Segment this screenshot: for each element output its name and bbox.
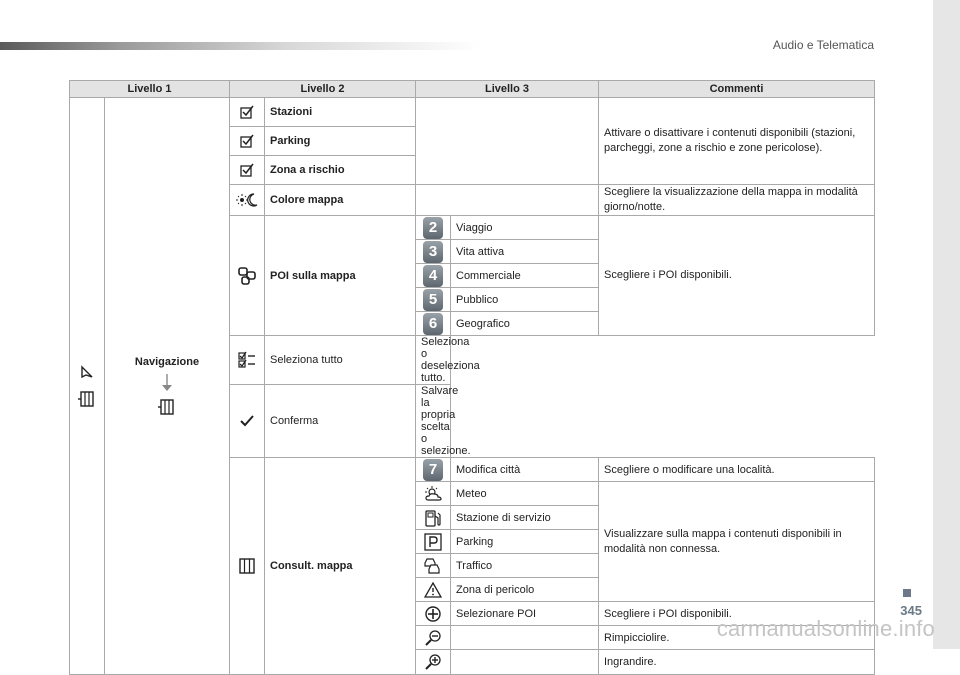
page-number: 345 [900, 603, 922, 618]
section-title: Audio e Telematica [772, 38, 874, 52]
weather-icon-cell [416, 482, 451, 506]
level3-vita-attiva: Vita attiva [451, 240, 599, 264]
level3-commerciale: Commerciale [451, 264, 599, 288]
comment-selezionare-poi: Scegliere i POI disponibili. [599, 602, 875, 626]
step-badge: 3 [423, 241, 443, 263]
level3-parking: Parking [451, 530, 599, 554]
checkbox-icon [230, 163, 264, 177]
poi-icon-cell [230, 216, 265, 336]
comment-filters: Attivare o disattivare i contenuti disponibili (stazioni, parcheggi, zone a rischio e zone pericolose). [599, 98, 875, 185]
level2-consult-mappa: Consult. mappa [265, 458, 416, 675]
badge-cell [416, 458, 451, 482]
day-night-icon [230, 193, 264, 207]
badge-cell [416, 312, 451, 336]
comment-map-contents: Visualizzare sulla mappa i contenuti disponibili in modalità non connessa. [599, 482, 875, 602]
level1-icon-cell [70, 98, 105, 675]
checkmark-icon [230, 415, 264, 427]
warning-icon-cell [416, 578, 451, 602]
comment-seleziona: Seleziona o deseleziona tutto. [416, 336, 451, 385]
map-icon [230, 557, 264, 575]
page-marker [903, 589, 911, 597]
table-row [70, 98, 875, 127]
level2-poi-mappa: POI sulla mappa [265, 216, 416, 336]
column-header-commenti: Commenti [599, 81, 875, 98]
arrow-down-icon [110, 374, 224, 392]
map-menu-icon [70, 390, 104, 408]
column-header-livello-2: Livello 2 [230, 81, 416, 98]
day-night-icon-cell [230, 185, 265, 216]
level3-empty-cell [416, 185, 599, 216]
level2-parking: Parking [265, 127, 416, 156]
watermark: carmanualsonline.info [716, 616, 935, 641]
comment-poi: Scegliere i POI disponibili. [599, 216, 875, 336]
fuel-station-icon-cell [416, 506, 451, 530]
comment-modifica-citta: Scegliere o modificare una località. [599, 458, 875, 482]
zoom-in-icon-cell [416, 650, 451, 675]
parking-icon [416, 533, 450, 551]
level3-empty-cell [416, 98, 599, 185]
level3-stazione-servizio: Stazione di servizio [451, 506, 599, 530]
step-badge: 5 [423, 289, 443, 311]
level2-stazioni: Stazioni [265, 98, 416, 127]
step-badge: 4 [423, 265, 443, 287]
step-badge: 6 [423, 313, 443, 335]
fuel-pump-icon [416, 509, 450, 527]
zoom-out-icon-cell [416, 626, 451, 650]
level3-viaggio: Viaggio [451, 216, 599, 240]
weather-icon [416, 486, 450, 502]
level3-selezionare-poi: Selezionare POI [451, 602, 599, 626]
level3-pubblico: Pubblico [451, 288, 599, 312]
navigation-menu-table [69, 80, 875, 675]
checkbox-icon [230, 105, 264, 119]
navigation-arrow-icon [70, 364, 104, 380]
column-header-livello-3: Livello 3 [416, 81, 599, 98]
column-header-livello-1: Livello 1 [70, 81, 230, 98]
level3-traffico: Traffico [451, 554, 599, 578]
zoom-out-icon [416, 630, 450, 646]
comment-rimpicciolire: Rimpicciolire. [599, 626, 875, 650]
table-header-row [70, 81, 875, 98]
checkmark-icon-cell [230, 385, 265, 458]
level3-seleziona-tutto: Seleziona tutto [265, 336, 416, 385]
level3-zona-pericolo: Zona di pericolo [451, 578, 599, 602]
comment-colore-mappa: Scegliere la visualizzazione della mappa in modalità giorno/notte. [599, 185, 875, 216]
level3-empty-cell [451, 650, 599, 675]
traffic-icon-cell [416, 554, 451, 578]
select-all-icon-cell [230, 336, 265, 385]
step-badge: 2 [423, 217, 443, 239]
level2-zona-rischio: Zona a rischio [265, 156, 416, 185]
select-all-icon [230, 351, 264, 369]
checkbox-icon [230, 134, 264, 148]
plus-circle-icon [416, 605, 450, 623]
checkbox-icon-cell [230, 156, 265, 185]
poi-icon [230, 266, 264, 286]
step-badge: 7 [423, 459, 443, 481]
comment-conferma: Salvare la propria scelta o selezione. [416, 385, 451, 458]
badge-cell [416, 216, 451, 240]
checkbox-icon-cell [230, 98, 265, 127]
warning-triangle-icon [416, 582, 450, 598]
level2-colore-mappa: Colore mappa [265, 185, 416, 216]
navigazione-label: Navigazione [134, 356, 200, 368]
level3-geografico: Geografico [451, 312, 599, 336]
level3-conferma: Conferma [265, 385, 416, 458]
comment-ingrandire: Ingrandire. [599, 650, 875, 675]
badge-cell [416, 240, 451, 264]
zoom-in-icon [416, 654, 450, 670]
select-poi-icon-cell [416, 602, 451, 626]
level3-modifica-citta: Modifica città [451, 458, 599, 482]
parking-icon-cell [416, 530, 451, 554]
header-gradient-bar [0, 42, 480, 50]
consult-map-icon-cell [230, 458, 265, 675]
page-edge-band [933, 0, 960, 649]
traffic-car-icon [416, 557, 450, 575]
level1-navigazione-cell [105, 98, 230, 675]
level3-meteo: Meteo [451, 482, 599, 506]
checkbox-icon-cell [230, 127, 265, 156]
badge-cell [416, 288, 451, 312]
map-menu-icon [110, 398, 224, 416]
badge-cell [416, 264, 451, 288]
